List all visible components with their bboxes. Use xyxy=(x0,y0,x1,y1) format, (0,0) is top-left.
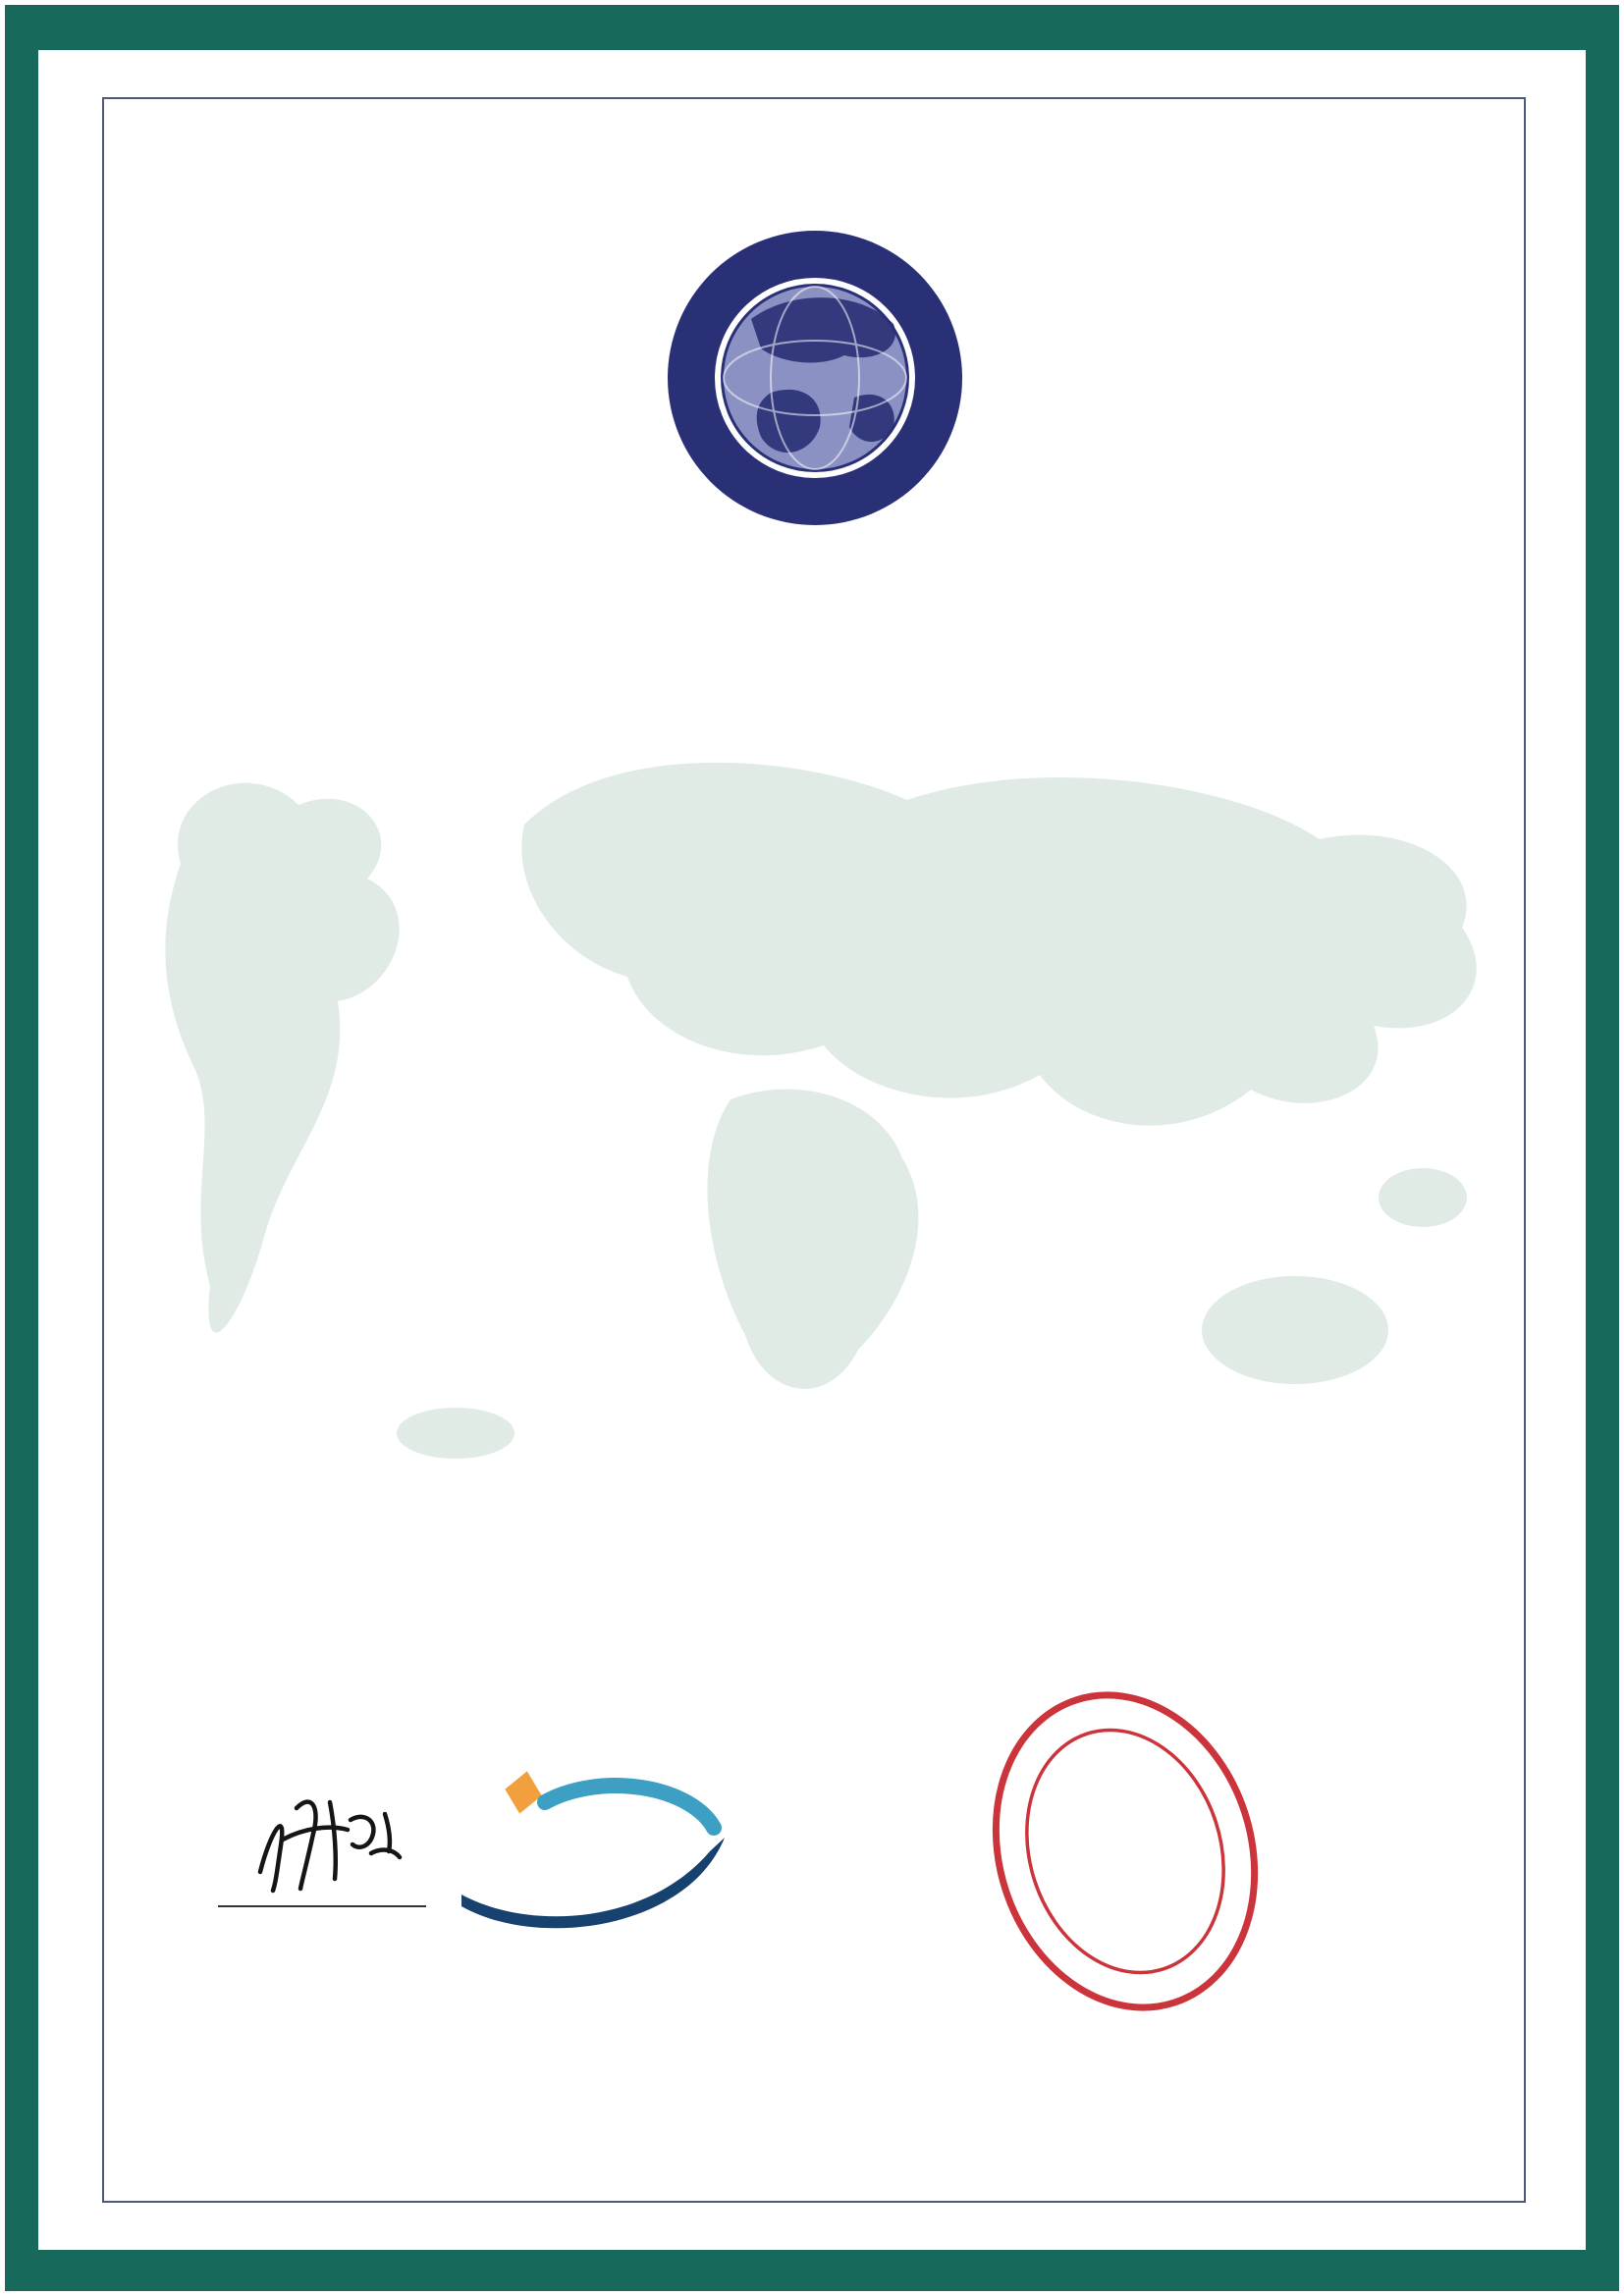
qr-code xyxy=(1353,2032,1510,2189)
laurel-border-left xyxy=(59,59,94,2240)
laurel-border-right xyxy=(1530,59,1565,2240)
logo-teal-arc xyxy=(545,1786,714,1828)
laurel-border-top xyxy=(108,59,1522,94)
issuer-signature xyxy=(236,1779,422,1901)
ybtc-issuer-logo xyxy=(447,1755,741,1942)
laurel-border-bottom xyxy=(108,2206,1522,2241)
logo-orange-diamond xyxy=(501,1768,545,1817)
signature-line xyxy=(218,1905,426,1907)
certificate-seal xyxy=(993,1684,1258,2018)
logo-swoosh xyxy=(461,1838,725,1928)
ybtc-round-logo xyxy=(663,226,967,530)
